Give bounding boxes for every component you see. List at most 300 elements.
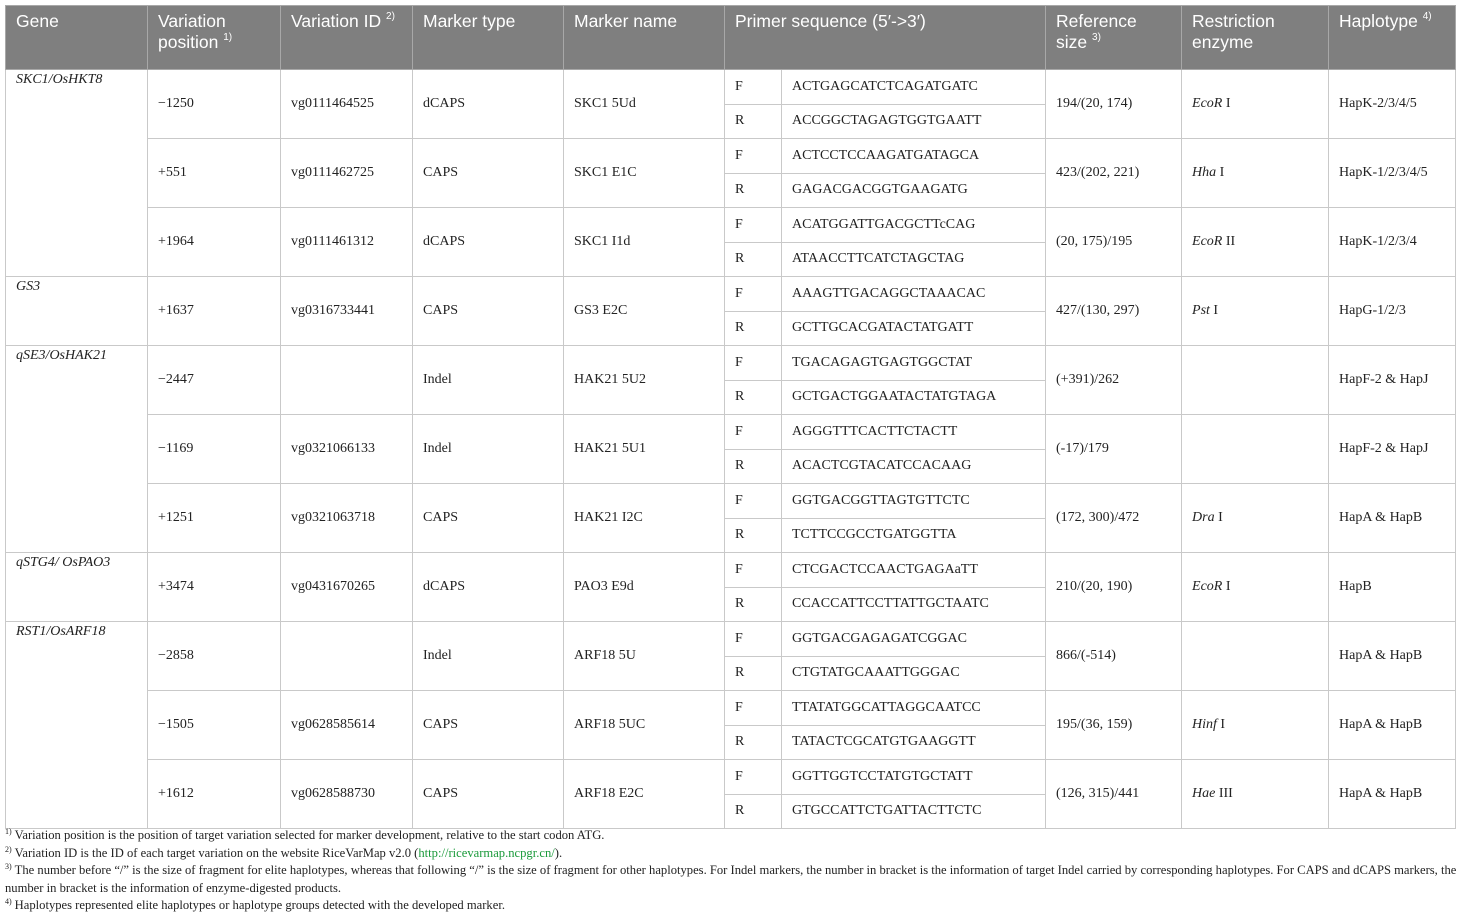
cell-text: R <box>735 182 745 198</box>
cell-text: (20, 175)/195 <box>1056 234 1133 249</box>
marker-name-cell <box>564 70 725 139</box>
cell-text: R <box>735 320 745 336</box>
cell-text: CTCGACTCCAACTGAGAaTT <box>792 561 978 577</box>
cell-text: ARF18 5U <box>574 648 636 663</box>
cell-text: vg0431670265 <box>291 579 375 594</box>
cell-text: HAK21 5U2 <box>574 372 646 387</box>
reverse-label <box>725 587 782 622</box>
variation-id-cell <box>281 760 413 829</box>
forward-label <box>725 484 782 519</box>
cell-text: I <box>1216 717 1226 732</box>
table-row <box>6 553 1456 588</box>
cell-text: (172, 300)/472 <box>1056 510 1140 525</box>
cell-text: Dra <box>1192 510 1215 525</box>
cell-text: III <box>1215 786 1233 801</box>
cell-text: F <box>735 285 743 301</box>
cell-text: SKC1/OsHKT8 <box>16 72 103 87</box>
position-cell <box>148 484 281 553</box>
enzyme-cell <box>1182 139 1329 208</box>
marker-type-cell <box>413 760 564 829</box>
forward-label <box>725 760 782 795</box>
haplotype-cell <box>1329 346 1456 415</box>
cell-text: II <box>1222 234 1236 249</box>
haplotype-cell <box>1329 553 1456 622</box>
forward-primer <box>782 760 1046 795</box>
cell-text: Marker name <box>574 11 678 31</box>
haplotype-cell <box>1329 277 1456 346</box>
cell-text: F <box>735 561 743 577</box>
cell-text: dCAPS <box>423 234 466 249</box>
cell-text: SKC1 5Ud <box>574 96 636 111</box>
haplotype-cell <box>1329 760 1456 829</box>
cell-text: Reference size <box>1056 11 1137 52</box>
reference-size-cell <box>1046 139 1182 208</box>
cell-text: F <box>735 699 743 715</box>
cell-text: vg0316733441 <box>291 303 375 318</box>
variation-id-cell <box>281 277 413 346</box>
cell-text: I <box>1222 96 1231 111</box>
reference-size-cell <box>1046 760 1182 829</box>
reverse-primer <box>782 725 1046 760</box>
cell-text: F <box>735 216 743 232</box>
reverse-primer <box>782 587 1046 622</box>
variation-id-cell <box>281 346 413 415</box>
cell-text: ACTGAGCATCTCAGATGATC <box>792 78 978 94</box>
cell-text: −2447 <box>158 372 194 387</box>
variation-id-cell <box>281 208 413 277</box>
reverse-primer <box>782 311 1046 346</box>
marker-type-cell <box>413 208 564 277</box>
marker-name-cell <box>564 760 725 829</box>
cell-text: 2) <box>5 844 12 854</box>
footnote-1 <box>5 827 1457 845</box>
cell-text: AAAGTTGACAGGCTAAACAC <box>792 285 986 301</box>
cell-text: vg0628585614 <box>291 717 375 732</box>
enzyme-cell <box>1182 760 1329 829</box>
cell-text: CAPS <box>423 303 459 318</box>
cell-text: GAGACGACGGTGAAGATG <box>792 182 968 198</box>
cell-text: Hinf <box>1192 717 1217 732</box>
forward-primer <box>782 553 1046 588</box>
cell-text: qSE3/OsHAK21 <box>16 348 107 363</box>
position-cell <box>148 622 281 691</box>
cell-text: 3) <box>1092 32 1101 43</box>
marker-name-cell <box>564 484 725 553</box>
cell-text: vg0111461312 <box>291 234 374 249</box>
forward-label <box>725 415 782 450</box>
marker-name-cell <box>564 553 725 622</box>
cell-text: Hae <box>1192 786 1216 801</box>
cell-text: ACATGGATTGACGCTTcCAG <box>792 216 976 232</box>
haplotype-cell <box>1329 484 1456 553</box>
cell-text: I <box>1222 579 1231 594</box>
forward-primer <box>782 415 1046 450</box>
cell-text: GGTTGGTCCTATGTGCTATT <box>792 768 973 784</box>
reverse-label <box>725 311 782 346</box>
cell-text: ACACTCGTACATCCACAAG <box>792 458 972 474</box>
cell-text: R <box>735 527 745 543</box>
cell-text: GCTTGCACGATACTATGATT <box>792 320 974 336</box>
cell-text: Haplotype <box>1339 11 1418 31</box>
cell-text: dCAPS <box>423 579 466 594</box>
cell-text: F <box>735 147 743 163</box>
cell-text: F <box>735 630 743 646</box>
cell-text: Marker type <box>423 11 516 31</box>
cell-text: R <box>735 803 745 819</box>
table-row <box>6 208 1456 243</box>
cell-text: TTATATGGCATTAGGCAATCC <box>792 699 981 715</box>
enzyme-cell <box>1182 691 1329 760</box>
marker-type-cell <box>413 622 564 691</box>
table-row <box>6 139 1456 174</box>
reverse-primer <box>782 380 1046 415</box>
cell-text: EcoR <box>1192 234 1223 249</box>
cell-text: dCAPS <box>423 96 466 111</box>
cell-text: R <box>735 251 745 267</box>
cell-text: 2) <box>386 11 395 22</box>
marker-name-cell <box>564 346 725 415</box>
cell-text: I <box>1214 510 1223 525</box>
table-container <box>5 5 1455 829</box>
cell-text: −1169 <box>158 441 194 456</box>
enzyme-cell <box>1182 346 1329 415</box>
forward-label <box>725 277 782 312</box>
cell-text: SKC1 E1C <box>574 165 637 180</box>
marker-name-cell <box>564 277 725 346</box>
haplotype-cell <box>1329 208 1456 277</box>
cell-text: HapB <box>1339 579 1372 594</box>
cell-text: 427/(130, 297) <box>1056 303 1140 318</box>
table-body <box>6 70 1456 829</box>
position-cell <box>148 346 281 415</box>
cell-text: PAO3 E9d <box>574 579 634 594</box>
table-row <box>6 484 1456 519</box>
forward-label <box>725 139 782 174</box>
cell-text: Haplotypes represented elite haplotypes or haplotype groups detected with the developed marker. <box>14 898 505 913</box>
marker-name-cell <box>564 415 725 484</box>
reverse-primer <box>782 104 1046 139</box>
cell-text: +3474 <box>158 579 194 594</box>
cell-text: HapK-2/3/4/5 <box>1339 96 1417 111</box>
cell-text: −1250 <box>158 96 194 111</box>
cell-text: TGACAGAGTGAGTGGCTAT <box>792 354 973 370</box>
cell-text: HapK-1/2/3/4 <box>1339 234 1417 249</box>
cell-text: Gene <box>16 11 59 31</box>
enzyme-cell <box>1182 484 1329 553</box>
cell-text: (-17)/179 <box>1056 441 1109 456</box>
table-row <box>6 277 1456 312</box>
cell-text: 195/(36, 159) <box>1056 717 1133 732</box>
cell-text: TCTTCCGCCTGATGGTTA <box>792 527 957 543</box>
cell-text: HAK21 I2C <box>574 510 643 525</box>
reverse-label <box>725 449 782 484</box>
forward-primer <box>782 691 1046 726</box>
header-haplotype <box>1329 6 1456 70</box>
cell-text: Indel <box>423 648 452 663</box>
header-gene <box>6 6 148 70</box>
reverse-label <box>725 173 782 208</box>
haplotype-cell <box>1329 691 1456 760</box>
cell-text: AGGGTTTCACTTCTACTT <box>792 423 958 439</box>
cell-text: Variation position <box>158 11 226 52</box>
forward-label <box>725 553 782 588</box>
table-row <box>6 415 1456 450</box>
haplotype-cell <box>1329 70 1456 139</box>
cell-text: R <box>735 389 745 405</box>
cell-text: vg0321066133 <box>291 441 375 456</box>
cell-text: ). <box>554 845 563 860</box>
cell-text: +1612 <box>158 786 194 801</box>
cell-text: Indel <box>423 372 452 387</box>
header-row <box>6 6 1456 70</box>
cell-text: CAPS <box>423 510 459 525</box>
cell-text: R <box>735 665 745 681</box>
cell-text: ARF18 E2C <box>574 786 644 801</box>
cell-text: ATAACCTTCATCTAGCTAG <box>792 251 965 267</box>
cell-text: The number before “/” is the size of fragment for elite haplotypes, whereas that following “/” is the size of fragment for other haplotypes. For Indel markers, the number in bracket is the information of target Indel carried by corresponding haplotypes. For CAPS and dCAPS markers, the number in bracket is the information of enzyme-digested products. <box>5 863 1457 895</box>
cell-text: HapA & HapB <box>1339 786 1423 801</box>
reverse-label <box>725 242 782 277</box>
cell-text: −1505 <box>158 717 194 732</box>
enzyme-cell <box>1182 553 1329 622</box>
position-cell <box>148 760 281 829</box>
variation-id-cell <box>281 70 413 139</box>
gene-cell <box>6 622 148 829</box>
cell-text: ARF18 5UC <box>574 717 646 732</box>
cell-text: Indel <box>423 441 452 456</box>
header-reference-size <box>1046 6 1182 70</box>
gene-cell <box>6 70 148 277</box>
cell-text: HapG-1/2/3 <box>1339 303 1406 318</box>
cell-text: 4) <box>1422 11 1432 22</box>
cell-text: I <box>1216 165 1225 180</box>
reverse-primer <box>782 242 1046 277</box>
cell-text: 4) <box>5 897 12 907</box>
cell-text: HapF-2 & HapJ <box>1339 372 1429 387</box>
reference-size-cell <box>1046 70 1182 139</box>
marker-type-cell <box>413 70 564 139</box>
cell-text: −2858 <box>158 648 194 663</box>
reverse-primer <box>782 794 1046 829</box>
footnotes <box>5 827 1457 915</box>
reverse-label <box>725 380 782 415</box>
cell-text: Hha <box>1192 165 1217 180</box>
cell-text: RST1/OsARF18 <box>16 624 106 639</box>
marker-type-cell <box>413 346 564 415</box>
haplotype-cell <box>1329 139 1456 208</box>
cell-text: TATACTCGCATGTGAAGGTT <box>792 734 976 750</box>
cell-text: GS3 E2C <box>574 303 628 318</box>
cell-text: SKC1 I1d <box>574 234 631 249</box>
cell-text: +551 <box>158 165 187 180</box>
reverse-label <box>725 725 782 760</box>
cell-text: R <box>735 458 745 474</box>
header-position <box>148 6 281 70</box>
cell-text: EcoR <box>1192 579 1223 594</box>
cell-text: EcoR <box>1192 96 1223 111</box>
reverse-primer <box>782 518 1046 553</box>
variation-id-cell <box>281 139 413 208</box>
cell-text: 3) <box>5 862 12 872</box>
enzyme-cell <box>1182 415 1329 484</box>
forward-primer <box>782 208 1046 243</box>
cell-text: GGTGACGAGAGATCGGAC <box>792 630 967 646</box>
cell-text: Variation position is the position of target variation selected for marker development, relative to the start codon ATG. <box>14 828 605 842</box>
table-row <box>6 760 1456 795</box>
reverse-label <box>725 656 782 691</box>
reverse-primer <box>782 449 1046 484</box>
header-marker-type <box>413 6 564 70</box>
header-variation-id <box>281 6 413 70</box>
reference-size-cell <box>1046 208 1182 277</box>
marker-type-cell <box>413 484 564 553</box>
position-cell <box>148 553 281 622</box>
gene-cell <box>6 277 148 346</box>
cell-text: ACTCCTCCAAGATGATAGCA <box>792 147 980 163</box>
haplotype-cell <box>1329 622 1456 691</box>
cell-text: vg0628588730 <box>291 786 375 801</box>
cell-text: HapA & HapB <box>1339 648 1423 663</box>
marker-name-cell <box>564 139 725 208</box>
cell-text: Variation ID is the ID of each target variation on the website RiceVarMap v2.0 ( <box>14 845 419 860</box>
cell-text: vg0111464525 <box>291 96 374 111</box>
table-row <box>6 622 1456 657</box>
header-enzyme <box>1182 6 1329 70</box>
forward-primer <box>782 277 1046 312</box>
cell-text: CAPS <box>423 717 459 732</box>
forward-primer <box>782 346 1046 381</box>
forward-label <box>725 208 782 243</box>
variation-id-cell <box>281 415 413 484</box>
marker-type-cell <box>413 553 564 622</box>
header-primer <box>725 6 1046 70</box>
cell-text: HapF-2 & HapJ <box>1339 441 1429 456</box>
reverse-primer <box>782 656 1046 691</box>
forward-label <box>725 346 782 381</box>
cell-text: HapA & HapB <box>1339 717 1423 732</box>
forward-primer <box>782 622 1046 657</box>
position-cell <box>148 277 281 346</box>
cell-text: F <box>735 354 743 370</box>
cell-text: CTGTATGCAAATTGGGAC <box>792 665 960 681</box>
enzyme-cell <box>1182 70 1329 139</box>
position-cell <box>148 208 281 277</box>
reference-size-cell <box>1046 346 1182 415</box>
variation-id-cell <box>281 484 413 553</box>
cell-text: Variation ID <box>291 11 382 31</box>
gene-cell <box>6 346 148 553</box>
header-marker-name <box>564 6 725 70</box>
reference-size-cell <box>1046 691 1182 760</box>
cell-text: vg0111462725 <box>291 165 374 180</box>
forward-label <box>725 622 782 657</box>
forward-label <box>725 691 782 726</box>
cell-text: HapK-1/2/3/4/5 <box>1339 165 1428 180</box>
marker-type-cell <box>413 277 564 346</box>
reference-size-cell <box>1046 553 1182 622</box>
cell-text: GGTGACGGTTAGTGTTCTC <box>792 492 970 508</box>
marker-table <box>5 5 1456 829</box>
enzyme-cell <box>1182 277 1329 346</box>
table-row <box>6 70 1456 105</box>
marker-name-cell <box>564 691 725 760</box>
cell-text: R <box>735 734 745 750</box>
cell-text: 1) <box>223 32 233 43</box>
reverse-label <box>725 794 782 829</box>
forward-label <box>725 70 782 105</box>
cell-text: (126, 315)/441 <box>1056 786 1140 801</box>
marker-type-cell <box>413 415 564 484</box>
position-cell <box>148 70 281 139</box>
cell-text: R <box>735 596 745 612</box>
cell-text: (+391)/262 <box>1056 372 1120 387</box>
cell-text: Restriction enzyme <box>1192 11 1275 52</box>
cell-text: F <box>735 423 743 439</box>
cell-text: +1251 <box>158 510 194 525</box>
cell-text: 423/(202, 221) <box>1056 165 1140 180</box>
forward-primer <box>782 139 1046 174</box>
reference-size-cell <box>1046 484 1182 553</box>
variation-id-cell <box>281 553 413 622</box>
cell-text: +1637 <box>158 303 194 318</box>
cell-text: qSTG4/ OsPAO3 <box>16 555 111 570</box>
cell-text: F <box>735 492 743 508</box>
ricevarmap-link[interactable]: http://ricevarmap.ncpgr.cn/ <box>418 845 555 860</box>
cell-text: GS3 <box>16 279 41 294</box>
cell-text: F <box>735 78 743 94</box>
marker-type-cell <box>413 691 564 760</box>
marker-name-cell <box>564 622 725 691</box>
forward-primer <box>782 70 1046 105</box>
cell-text: CAPS <box>423 165 459 180</box>
cell-text: Pst <box>1192 303 1210 318</box>
table-row <box>6 346 1456 381</box>
marker-type-cell <box>413 139 564 208</box>
cell-text: 194/(20, 174) <box>1056 96 1133 111</box>
position-cell <box>148 415 281 484</box>
cell-text: CCACCATTCCTTATTGCTAATC <box>792 596 989 612</box>
reference-size-cell <box>1046 277 1182 346</box>
cell-text: +1964 <box>158 234 194 249</box>
cell-text: 866/(-514) <box>1056 648 1116 663</box>
marker-name-cell <box>564 208 725 277</box>
cell-text: Primer sequence (5′->3′) <box>735 11 926 31</box>
cell-text: 210/(20, 190) <box>1056 579 1133 594</box>
cell-text: HAK21 5U1 <box>574 441 646 456</box>
reference-size-cell <box>1046 622 1182 691</box>
cell-text: HapA & HapB <box>1339 510 1423 525</box>
enzyme-cell <box>1182 622 1329 691</box>
footnote-4 <box>5 897 1457 915</box>
reverse-label <box>725 518 782 553</box>
cell-text: GCTGACTGGAATACTATGTAGA <box>792 389 997 405</box>
cell-text: vg0321063718 <box>291 510 375 525</box>
variation-id-cell <box>281 691 413 760</box>
reference-size-cell <box>1046 415 1182 484</box>
cell-text: 1) <box>5 827 12 836</box>
forward-primer <box>782 484 1046 519</box>
cell-text: R <box>735 113 745 129</box>
haplotype-cell <box>1329 415 1456 484</box>
enzyme-cell <box>1182 208 1329 277</box>
variation-id-cell <box>281 622 413 691</box>
reverse-label <box>725 104 782 139</box>
footnote-3 <box>5 862 1457 897</box>
position-cell <box>148 139 281 208</box>
cell-text: ACCGGCTAGAGTGGTGAATT <box>792 113 982 129</box>
cell-text: GTGCCATTCTGATTACTTCTC <box>792 803 982 819</box>
table-row <box>6 691 1456 726</box>
